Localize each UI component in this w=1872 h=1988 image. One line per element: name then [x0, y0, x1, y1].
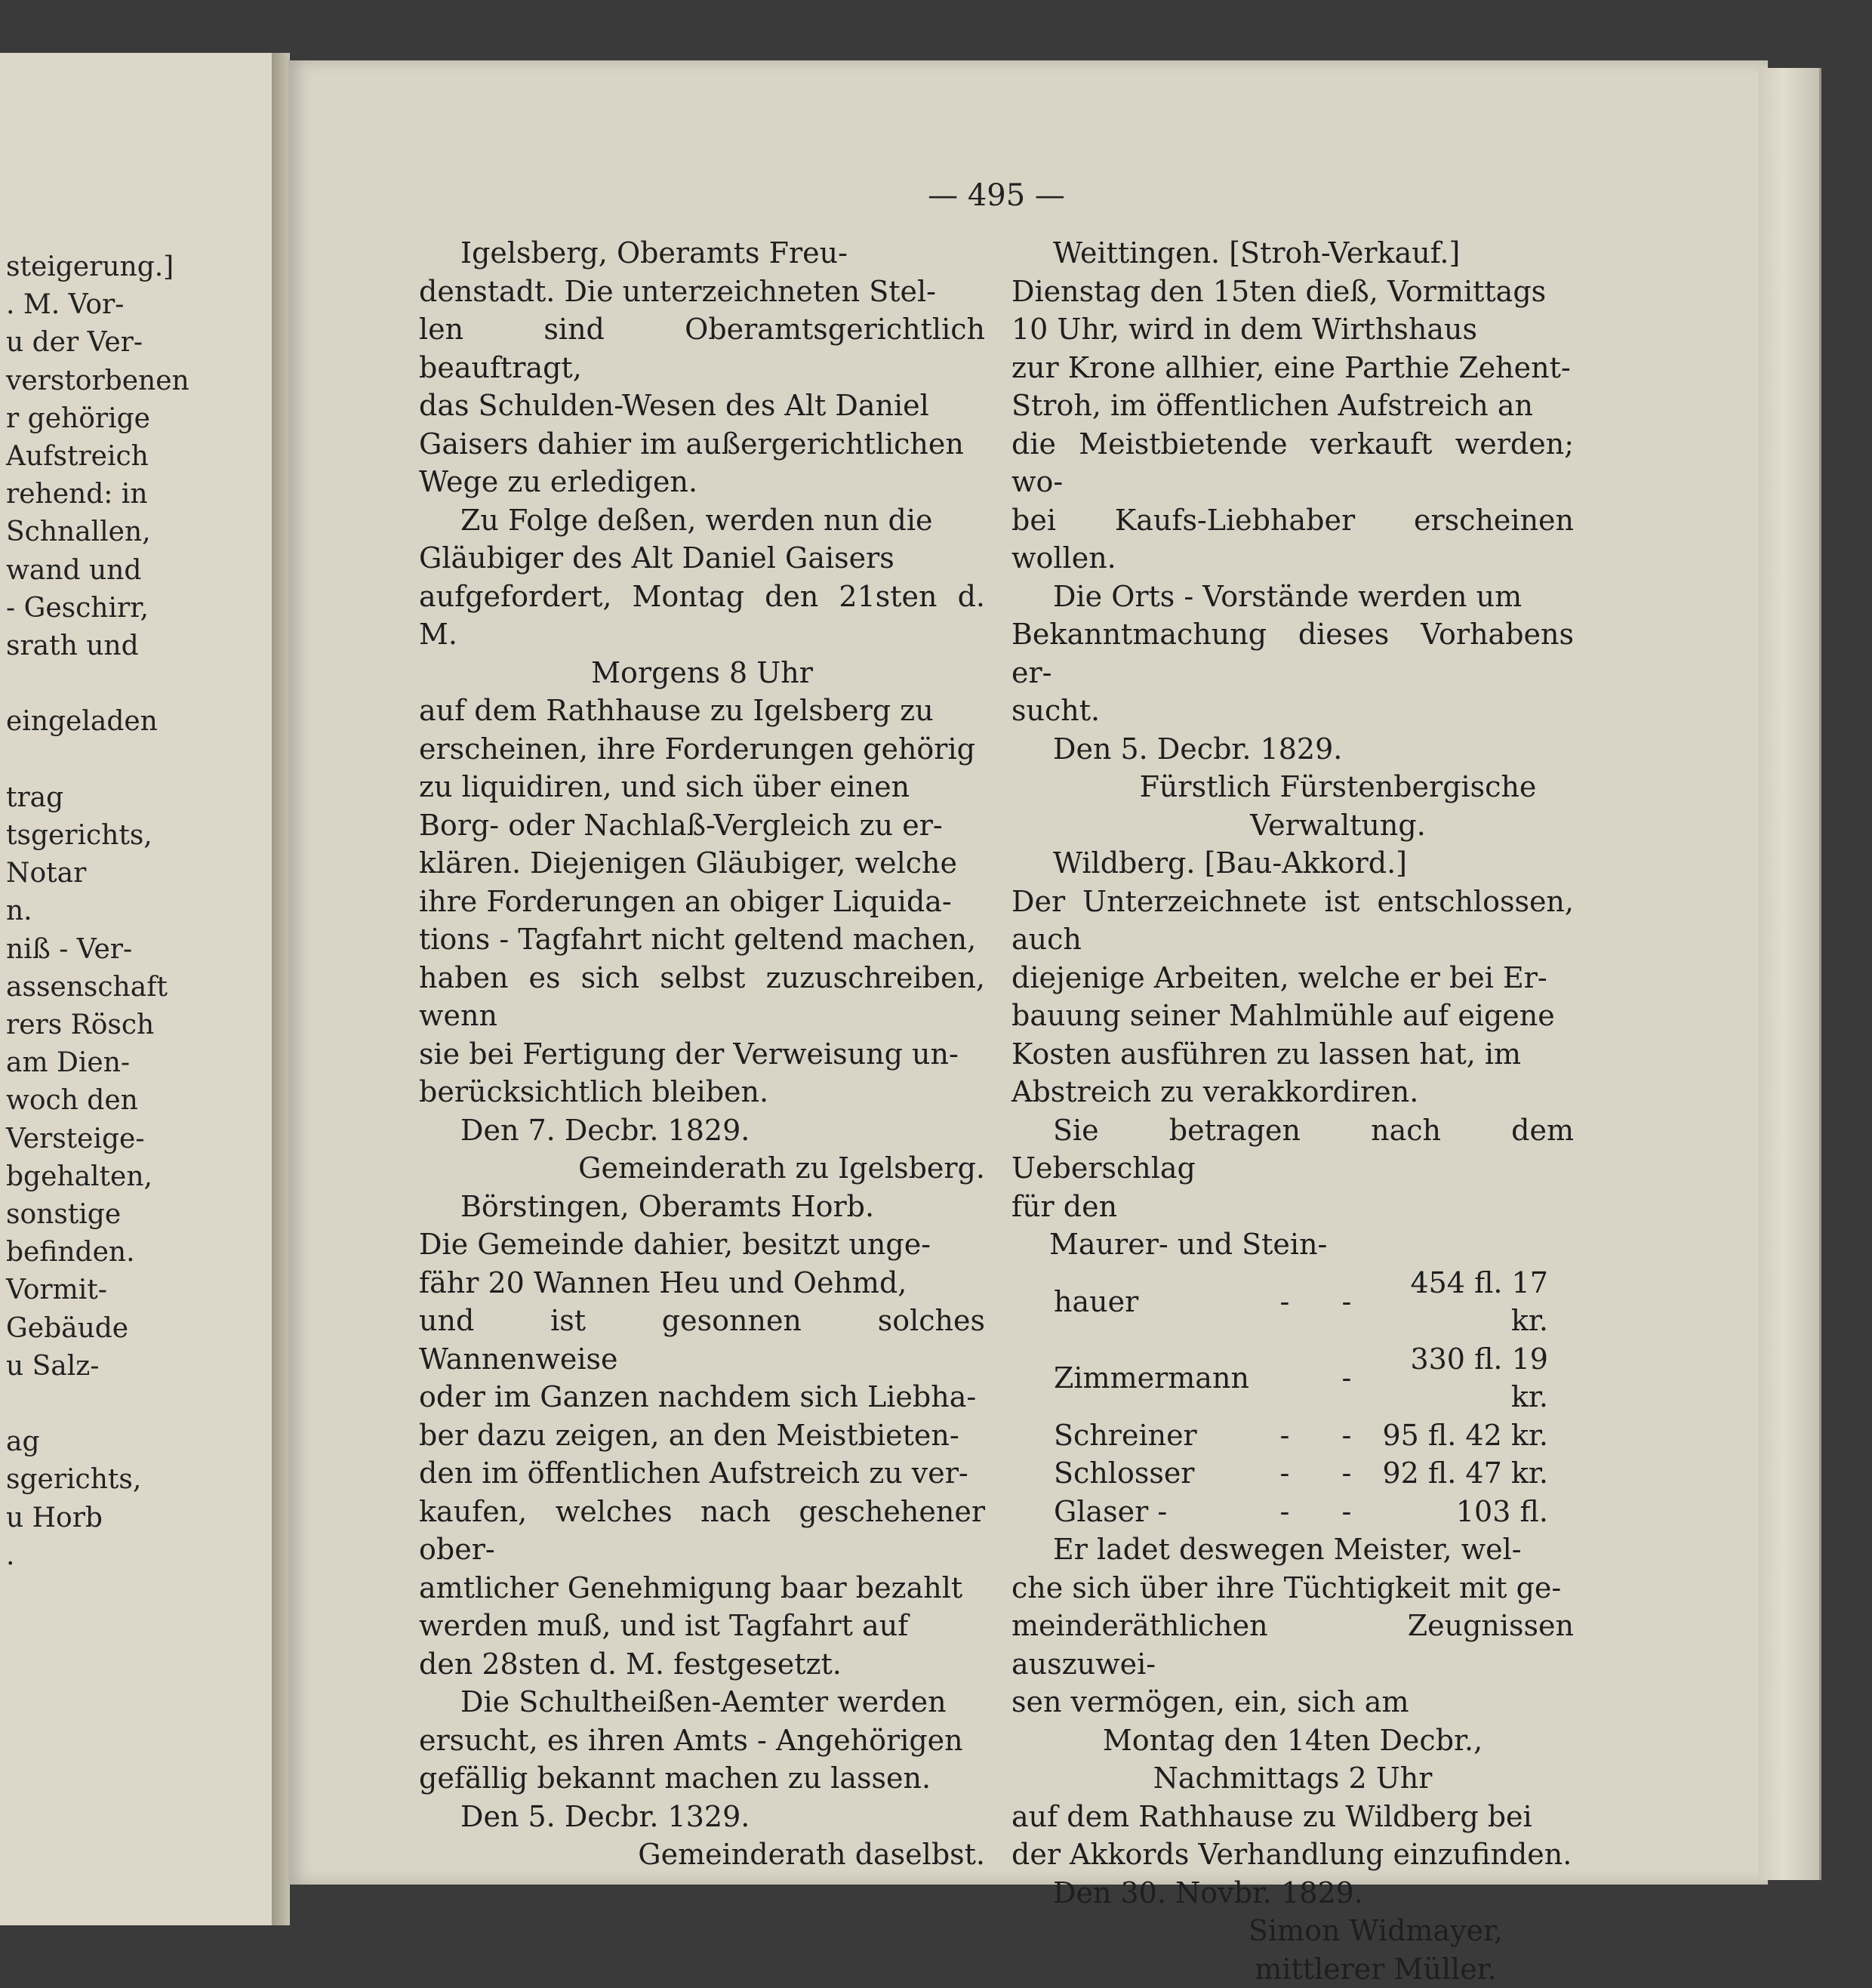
text-line: Abstreich zu verakkordiren.: [1011, 1073, 1574, 1111]
notice-date: Den 5. Decbr. 1829.: [1011, 730, 1574, 769]
ditto-mark: -: [1316, 1264, 1378, 1340]
left-page-fragment: assenschaft: [6, 969, 168, 1006]
left-page-fragment: - Geschirr,: [6, 590, 149, 627]
ditto-mark: -: [1316, 1340, 1378, 1416]
text-line: gefällig bekannt machen zu lassen.: [419, 1759, 985, 1798]
column-right: [1011, 234, 1574, 1988]
text-line: den 28sten d. M. festgesetzt.: [419, 1645, 985, 1684]
ditto-mark: -: [1316, 1454, 1378, 1493]
text-line: len sind Oberamtsgerichtlich beauftragt,: [419, 310, 985, 387]
text-line: Wege zu erledigen.: [419, 463, 985, 501]
text-line: der Akkords Verhandlung einzufinden.: [1011, 1835, 1574, 1874]
cost-amount: 103 fl.: [1378, 1493, 1553, 1531]
text-line: Die Gemeinde dahier, besitzt unge-: [419, 1225, 985, 1264]
ditto-mark: -: [1254, 1493, 1316, 1531]
left-page-fragment: rehend: in: [6, 476, 148, 513]
text-line: diejenige Arbeiten, welche er bei Er-: [1011, 959, 1574, 997]
notice-signature: Gemeinderath daselbst.: [419, 1835, 985, 1874]
left-page-fragment: Vormit-: [6, 1272, 107, 1308]
text-line: Weittingen. [Stroh-Verkauf.]: [1011, 234, 1574, 273]
text-line: auf dem Rathhause zu Igelsberg zu: [419, 692, 985, 730]
text-line-centered: Nachmittags 2 Uhr: [1011, 1759, 1574, 1798]
left-page-fragment: woch den: [6, 1083, 138, 1119]
left-page-fragment: Schnallen,: [6, 514, 151, 550]
text-line: für den: [1011, 1188, 1574, 1226]
left-page-fragment: am Dien-: [6, 1045, 130, 1081]
cost-row: [1049, 1416, 1553, 1455]
notice-signature: Gemeinderath zu Igelsberg.: [419, 1149, 985, 1188]
cost-table: [1049, 1264, 1553, 1531]
text-line: meinderäthlichen Zeugnissen auszuwei-: [1011, 1607, 1574, 1683]
ditto-mark: -: [1316, 1493, 1378, 1531]
text-line: 10 Uhr, wird in dem Wirthshaus: [1011, 310, 1574, 349]
text-line: ber dazu zeigen, an den Meistbieten-: [419, 1416, 985, 1455]
text-line: klären. Diejenigen Gläubiger, welche: [419, 844, 985, 883]
text-line: Borg- oder Nachlaß-Vergleich zu er-: [419, 806, 985, 845]
text-line: fähr 20 Wannen Heu und Oehmd,: [419, 1264, 985, 1302]
trade-name: Zimmermann: [1049, 1340, 1254, 1416]
cost-row: [1049, 1264, 1553, 1340]
notice-date: Den 7. Decbr. 1829.: [419, 1111, 985, 1150]
notice-signature: Fürstlich Fürstenbergische: [1011, 768, 1574, 806]
text-line: und ist gesonnen solches Wannenweise: [419, 1302, 985, 1378]
left-page-fragment: tsgerichts,: [6, 818, 152, 854]
text-line: auf dem Rathhause zu Wildberg bei: [1011, 1798, 1574, 1836]
left-page-fragment: befinden.: [6, 1234, 135, 1271]
text-line: Kosten ausführen zu lassen hat, im: [1011, 1035, 1574, 1074]
left-page-fragment: Versteige-: [6, 1121, 144, 1157]
trade-name: Schreiner: [1049, 1416, 1254, 1455]
text-line: Bekanntmachung dieses Vorhabens er-: [1011, 615, 1574, 692]
text-line: che sich über ihre Tüchtigkeit mit ge-: [1011, 1569, 1574, 1607]
left-page-fragment: rers Rösch: [6, 1007, 154, 1043]
text-line: das Schulden-Wesen des Alt Daniel: [419, 387, 985, 425]
text-line: Zu Folge deßen, werden nun die: [419, 501, 985, 540]
text-line: Gaisers dahier im außergerichtlichen: [419, 425, 985, 464]
left-page-fragment: wand und: [6, 553, 141, 589]
cost-amount: 95 fl. 42 kr.: [1378, 1416, 1553, 1455]
text-line: erscheinen, ihre Forderungen gehörig: [419, 730, 985, 769]
text-line: denstadt. Die unterzeichneten Stel-: [419, 273, 985, 311]
text-line: zur Krone allhier, eine Parthie Zehent-: [1011, 349, 1574, 387]
text-line: Stroh, im öffentlichen Aufstreich an: [1011, 387, 1574, 425]
column-left: [419, 234, 985, 1874]
left-page-fragment: steigerung.]: [6, 249, 174, 285]
left-page-fragment: trag: [6, 780, 63, 816]
text-line: Börstingen, Oberamts Horb.: [419, 1188, 985, 1226]
left-page-fragment: n.: [6, 893, 32, 929]
text-line: Die Orts - Vorstände werden um: [1011, 578, 1574, 616]
text-line-centered: Morgens 8 Uhr: [419, 654, 985, 692]
notice-igelsberg: [419, 234, 985, 1188]
text-line: haben es sich selbst zuzuschreiben, wenn: [419, 959, 985, 1035]
text-line: zu liquidiren, und sich über einen: [419, 768, 985, 806]
cost-amount: 454 fl. 17 kr.: [1378, 1264, 1553, 1340]
left-page-fragment: sonstige: [6, 1197, 121, 1233]
book-gutter: [272, 53, 290, 1925]
text-line: tions - Tagfahrt nicht geltend machen,: [419, 920, 985, 959]
trade-name: Glaser -: [1049, 1493, 1254, 1531]
text-line-centered: Montag den 14ten Decbr.,: [1011, 1721, 1574, 1760]
text-line: bauung seiner Mahlmühle auf eigene: [1011, 997, 1574, 1035]
text-line: berücksichtlich bleiben.: [419, 1073, 985, 1111]
ditto-mark: -: [1254, 1264, 1316, 1340]
text-line: amtlicher Genehmigung baar bezahlt: [419, 1569, 985, 1607]
notice-date: Den 5. Decbr. 1329.: [419, 1798, 985, 1836]
notice-weittingen: [1011, 234, 1574, 844]
left-page-fragment: u der Ver-: [6, 325, 143, 361]
ditto-mark: -: [1316, 1416, 1378, 1455]
notice-wildberg: [1011, 844, 1574, 1988]
trade-name: hauer: [1049, 1264, 1254, 1340]
left-page-fragment: niß - Ver-: [6, 932, 132, 968]
cost-row: [1049, 1454, 1553, 1493]
cost-amount: 330 fl. 19 kr.: [1378, 1340, 1553, 1416]
text-line: Dienstag den 15ten dieß, Vormittags: [1011, 273, 1574, 311]
notice-signature: Verwaltung.: [1011, 806, 1574, 845]
text-line: bei Kaufs-Liebhaber erscheinen wollen.: [1011, 501, 1574, 578]
text-line: Gläubiger des Alt Daniel Gaisers: [419, 539, 985, 578]
text-line: Igelsberg, Oberamts Freu-: [419, 234, 985, 273]
text-line: Sie betragen nach dem Ueberschlag: [1011, 1111, 1574, 1188]
text-line: sucht.: [1011, 692, 1574, 730]
text-line: oder im Ganzen nachdem sich Liebha-: [419, 1378, 985, 1416]
notice-boerstingen: [419, 1188, 985, 1874]
text-line: Wildberg. [Bau-Akkord.]: [1011, 844, 1574, 883]
left-page-fragment: Notar: [6, 855, 86, 892]
text-line: Die Schultheißen-Aemter werden: [419, 1683, 985, 1721]
left-page-fragment: verstorbenen: [6, 363, 189, 399]
left-page-fragment: u Salz-: [6, 1348, 99, 1385]
page-edge: [1759, 68, 1821, 1880]
left-page-fragment: . M. Vor-: [6, 287, 124, 323]
text-line: sie bei Fertigung der Verweisung un-: [419, 1035, 985, 1074]
left-page-fragment: u Horb: [6, 1500, 103, 1536]
left-page-fragment: eingeladen: [6, 704, 158, 740]
ditto-mark: -: [1254, 1416, 1316, 1455]
left-page-fragment: srath und: [6, 628, 139, 664]
notice-signature: Simon Widmayer,: [1011, 1912, 1574, 1950]
left-page-fragment: .: [6, 1538, 14, 1574]
left-page-fragment: ag: [6, 1424, 40, 1460]
text-line: ersucht, es ihren Amts - Angehörigen: [419, 1721, 985, 1760]
notice-date: Den 30. Novbr. 1829.: [1011, 1874, 1574, 1912]
text-line: ihre Forderungen an obiger Liquida-: [419, 883, 985, 921]
left-page-fragment: sgerichts,: [6, 1462, 141, 1498]
cost-amount: 92 fl. 47 kr.: [1378, 1454, 1553, 1493]
page-number: — 495 —: [898, 178, 1095, 213]
text-line: die Meistbietende verkauft werden; wo-: [1011, 425, 1574, 501]
notice-signature: mittlerer Müller.: [1011, 1950, 1574, 1988]
text-line: werden muß, und ist Tagfahrt auf: [419, 1607, 985, 1645]
ditto-mark: [1254, 1340, 1316, 1416]
left-page-fragment: Aufstreich: [6, 439, 149, 475]
text-line: kaufen, welches nach geschehener ober-: [419, 1493, 985, 1569]
text-line: aufgefordert, Montag den 21sten d. M.: [419, 578, 985, 654]
cost-row: [1049, 1493, 1553, 1531]
left-page-fragment: r gehörige: [6, 401, 150, 437]
left-page-fragment: Gebäude: [6, 1311, 128, 1347]
cost-row: [1049, 1340, 1553, 1416]
text-line: sen vermögen, ein, sich am: [1011, 1683, 1574, 1721]
text-line: Er ladet deswegen Meister, wel-: [1011, 1530, 1574, 1569]
ditto-mark: -: [1254, 1454, 1316, 1493]
trade-name: Schlosser: [1049, 1454, 1254, 1493]
text-line: Maurer- und Stein-: [1011, 1225, 1574, 1264]
text-line: den im öffentlichen Aufstreich zu ver-: [419, 1454, 985, 1493]
text-line: Der Unterzeichnete ist entschlossen, auch: [1011, 883, 1574, 959]
left-page-fragment: bgehalten,: [6, 1159, 152, 1195]
